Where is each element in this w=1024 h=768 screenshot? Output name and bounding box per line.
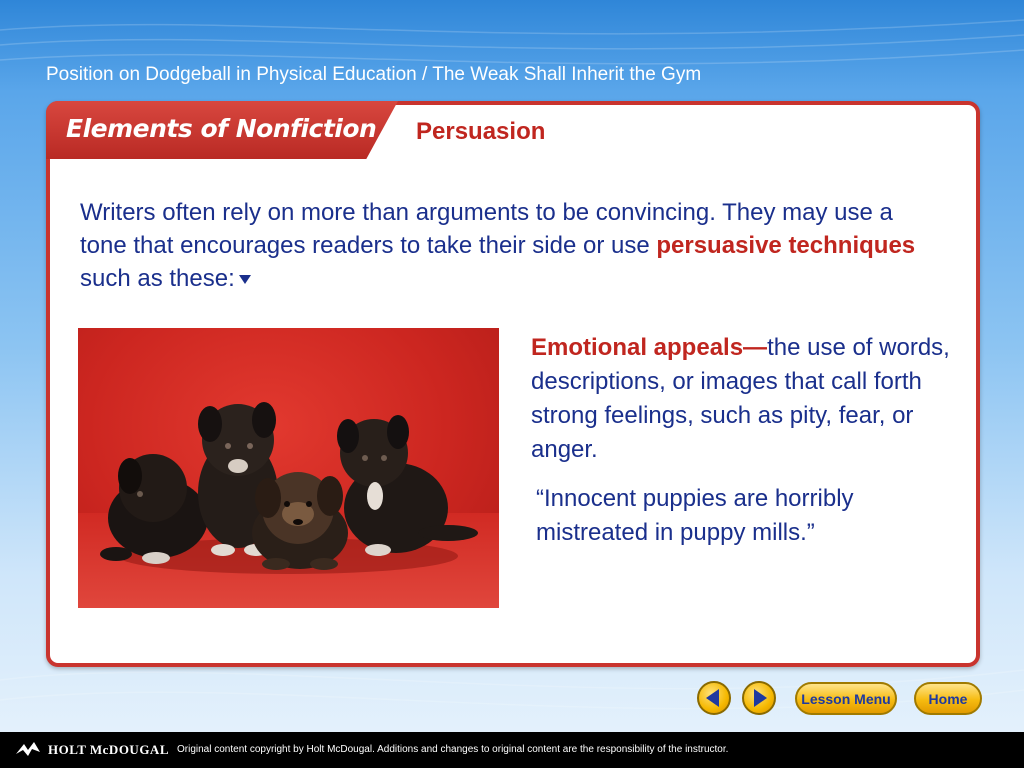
section-title: Persuasion — [416, 118, 546, 145]
intro-text-before: Writers often rely on more than arguments to be convincing. They may use a tone that encourages readers to take their side or use — [80, 199, 893, 259]
bird-logo-icon — [14, 740, 42, 760]
intro-highlight: persuasive techniques — [656, 232, 916, 259]
definition-text — [531, 331, 951, 467]
lesson-menu-button[interactable]: Lesson Menu — [795, 682, 897, 715]
definition-term: Emotional appeals— — [531, 334, 768, 361]
copyright-notice: Original content copyright by Holt McDougal. Additions and changes to original content are the responsibility of the instructor. — [177, 744, 729, 755]
definition-body: the use of words, descriptions, or images that call forth strong feelings, such as pity, fear, or anger. — [531, 334, 950, 463]
puppies-photo — [78, 328, 499, 608]
next-button[interactable] — [742, 681, 776, 715]
intro-text-after: such as these: — [80, 265, 235, 292]
presentation-title: Position on Dodgeball in Physical Education / The Weak Shall Inherit the Gym — [46, 64, 702, 85]
intro-paragraph — [80, 196, 940, 295]
arrow-right-icon — [754, 689, 767, 707]
advance-arrow-icon[interactable] — [239, 275, 251, 284]
puppies-illustration — [78, 328, 499, 608]
logo-text: HOLT McDOUGAL — [48, 742, 169, 757]
arrow-left-icon — [706, 689, 719, 707]
home-button[interactable]: Home — [914, 682, 982, 715]
publisher-logo — [14, 740, 169, 760]
example-quote: “Innocent puppies are horribly mistreated in puppy mills.” — [536, 485, 854, 546]
tab-label: Elements of Nonfiction — [66, 114, 377, 143]
previous-button[interactable] — [697, 681, 731, 715]
